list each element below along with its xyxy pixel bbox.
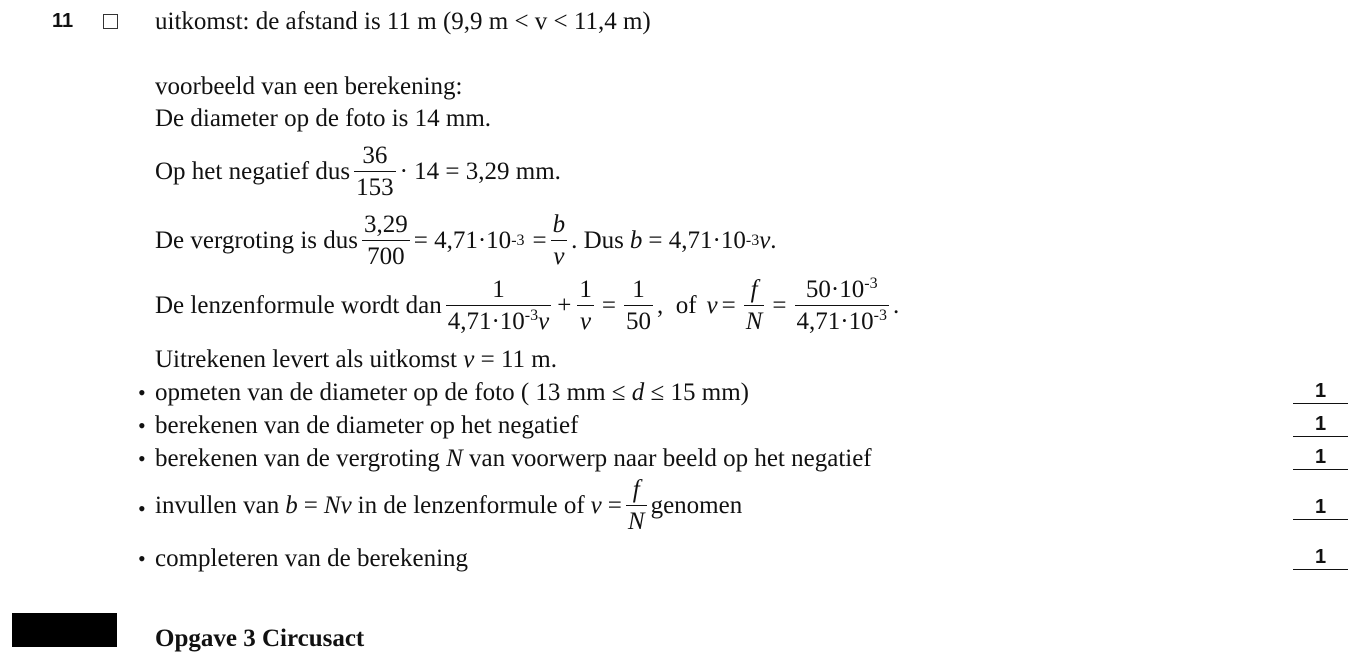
bullet: • bbox=[138, 496, 146, 521]
example-line-lens-formula bbox=[155, 277, 899, 334]
score-value: 1 bbox=[1314, 546, 1327, 568]
fraction-bar bbox=[795, 305, 889, 306]
score-value: 1 bbox=[1314, 413, 1327, 435]
score-underline bbox=[1293, 436, 1348, 437]
criterion-3 bbox=[155, 446, 872, 471]
criterion-text: opmeten van de diameter op de foto ( 13 mm ≤ bbox=[155, 379, 626, 406]
fraction-denominator: v bbox=[580, 308, 592, 335]
result-suffix: = 11 m. bbox=[480, 346, 557, 373]
exponent: -3 bbox=[524, 307, 539, 324]
magnification-end: . bbox=[770, 227, 777, 254]
example-line-result bbox=[155, 347, 557, 372]
fraction-36-153 bbox=[354, 143, 396, 200]
var-v: v bbox=[590, 492, 602, 519]
criterion-2: berekenen van de diameter op het negatief bbox=[155, 412, 579, 439]
lens-eq2: = bbox=[721, 292, 736, 319]
criterion-text: genomen bbox=[650, 492, 743, 519]
bullet: • bbox=[138, 380, 146, 405]
lens-of: , of bbox=[656, 292, 697, 319]
example-line-magnification: De vergroting is dus $\frac{3,29}{700}$ = 4,71·10 -3 = $\frac{b}{v}$ . Dus b = 4,71·10 -3 v . bbox=[155, 211, 777, 270]
criterion-text: berekenen van de vergroting bbox=[155, 445, 440, 472]
fraction-denominator: v bbox=[553, 243, 565, 270]
question-checkbox[interactable] bbox=[103, 14, 118, 29]
criterion-eq: = bbox=[303, 492, 318, 519]
var-v: v bbox=[463, 346, 475, 373]
fraction-bar bbox=[446, 305, 552, 306]
example-line-negative bbox=[155, 143, 561, 200]
criterion-eq: = bbox=[607, 492, 622, 519]
criterion-5: completeren van de berekening bbox=[155, 545, 469, 572]
fraction-bar bbox=[354, 171, 396, 172]
fraction-denominator: N bbox=[745, 308, 763, 335]
fraction-bar bbox=[744, 305, 765, 306]
bullet: • bbox=[138, 446, 146, 471]
fraction-bar bbox=[626, 505, 647, 506]
score-underline bbox=[1293, 519, 1348, 520]
bullet: • bbox=[138, 546, 146, 571]
bullet: • bbox=[138, 413, 146, 438]
lens-prefix: De lenzenformule wordt dan bbox=[155, 292, 442, 319]
lens-end: . bbox=[892, 292, 900, 319]
criterion-text: invullen van bbox=[155, 492, 280, 519]
outcome-text: uitkomst: de afstand is 11 m (9,9 m < v < 11,4 m) bbox=[155, 8, 651, 35]
fraction-numerator: 3,29 bbox=[364, 211, 408, 238]
criterion-4 bbox=[155, 477, 742, 534]
var-b: b bbox=[285, 492, 298, 519]
fraction-f-over-n bbox=[744, 277, 765, 334]
fraction-1-over-v bbox=[577, 277, 594, 334]
den-base: 4,71·10 bbox=[447, 308, 525, 335]
fraction-denominator: 50 bbox=[625, 308, 651, 335]
fraction-329-700 bbox=[362, 212, 410, 269]
result-prefix: Uitrekenen levert als uitkomst bbox=[155, 346, 458, 373]
section-label: Opgave 3 bbox=[155, 625, 256, 652]
magnification-eq3: = 4,71·10 bbox=[648, 227, 746, 254]
fraction-1-over-471v bbox=[446, 277, 552, 334]
den-base: 4,71·10 bbox=[796, 308, 874, 335]
var-v: v bbox=[706, 292, 718, 319]
exponent: -3 bbox=[864, 275, 878, 292]
score-value: 1 bbox=[1314, 380, 1327, 402]
var-n: N bbox=[446, 445, 463, 472]
fraction-bar bbox=[551, 240, 568, 241]
section-heading bbox=[155, 626, 364, 651]
fraction-numerator: 36 bbox=[362, 142, 388, 169]
fraction-50e-3-over-471e-3 bbox=[795, 277, 889, 334]
var-nv: Nv bbox=[323, 492, 352, 519]
var-v: v bbox=[759, 227, 771, 254]
var-b: b bbox=[629, 227, 643, 254]
score-underline bbox=[1293, 469, 1348, 470]
criterion-text: ≤ 15 mm) bbox=[650, 379, 749, 406]
fraction-denominator: 153 bbox=[356, 174, 394, 201]
fraction-denominator bbox=[446, 309, 552, 334]
magnification-dus: . Dus bbox=[571, 227, 624, 254]
score-underline bbox=[1293, 569, 1348, 570]
section-marker-block bbox=[12, 613, 117, 647]
magnification-prefix: De vergroting is dus bbox=[155, 227, 358, 254]
fraction-bar bbox=[362, 240, 410, 241]
var-d: d bbox=[631, 379, 645, 406]
num-base: 50·10 bbox=[805, 276, 865, 303]
example-intro: voorbeeld van een berekening: bbox=[155, 73, 463, 100]
fraction-denominator: 700 bbox=[367, 243, 405, 270]
question-number: 11 bbox=[52, 10, 74, 32]
fraction-numerator: 1 bbox=[579, 276, 592, 303]
fraction-1-over-50 bbox=[624, 277, 653, 334]
fraction-numerator: 1 bbox=[492, 276, 505, 303]
fraction-denominator: N bbox=[627, 508, 645, 535]
fraction-numerator bbox=[804, 277, 880, 302]
negative-prefix: Op het negatief dus bbox=[155, 158, 351, 185]
magnification-eq1: = 4,71·10 bbox=[413, 227, 512, 254]
lens-eq1: = bbox=[601, 292, 616, 319]
fraction-denominator bbox=[795, 309, 889, 334]
fraction-numerator: b bbox=[552, 211, 566, 238]
fraction-numerator: f bbox=[750, 276, 758, 303]
fraction-bar bbox=[577, 305, 594, 306]
exponent: -3 bbox=[873, 307, 887, 324]
score-value: 1 bbox=[1314, 446, 1327, 468]
criterion-text: van voorwerp naar beeld op het negatief bbox=[469, 445, 872, 472]
example-line-diameter-photo: De diameter op de foto is 14 mm. bbox=[155, 105, 492, 132]
fraction-bar bbox=[624, 305, 653, 306]
lens-eq3: = bbox=[772, 292, 787, 319]
criterion-text: in de lenzenformule of bbox=[357, 492, 585, 519]
negative-suffix: · 14 = 3,29 mm. bbox=[399, 158, 561, 185]
score-value: 1 bbox=[1314, 496, 1327, 518]
score-underline bbox=[1293, 403, 1348, 404]
magnification-eq2: = bbox=[532, 227, 547, 254]
section-title: Circusact bbox=[261, 625, 365, 652]
fraction-numerator: f bbox=[632, 476, 640, 503]
criterion-1 bbox=[155, 380, 749, 405]
lens-plus: + bbox=[557, 292, 572, 319]
var-v: v bbox=[538, 308, 550, 335]
fraction-f-over-n bbox=[626, 477, 647, 534]
fraction-numerator: 1 bbox=[632, 276, 645, 303]
fraction-b-v bbox=[551, 212, 568, 269]
